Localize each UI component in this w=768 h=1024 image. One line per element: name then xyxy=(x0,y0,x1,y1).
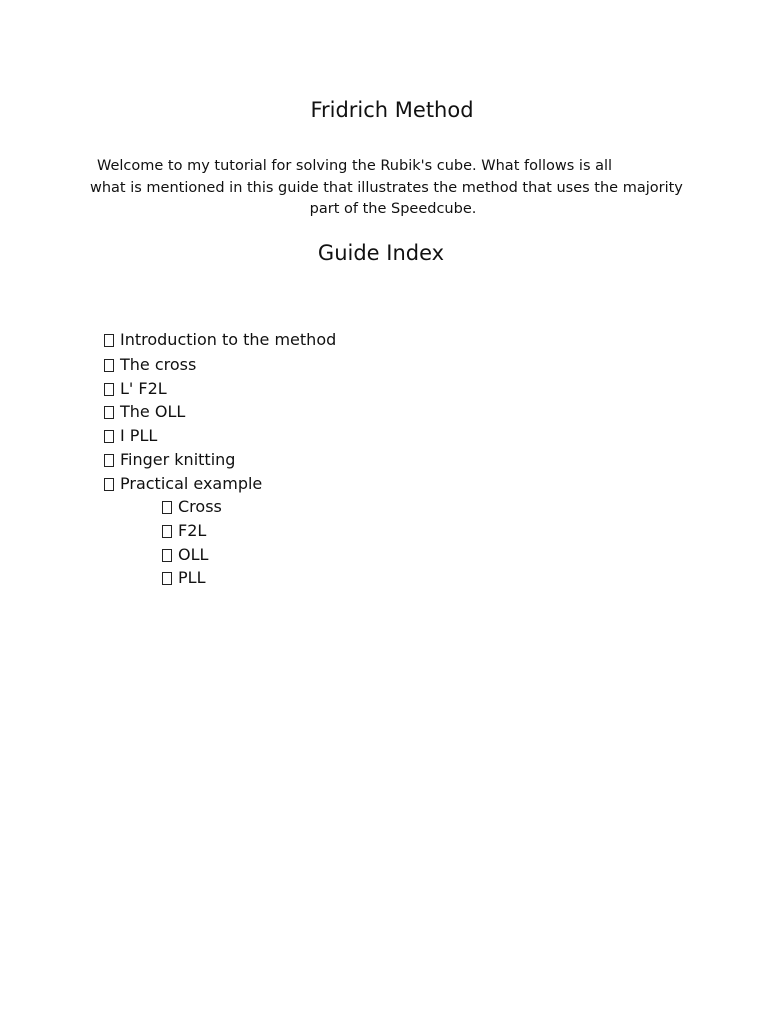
toc-subitem-cross xyxy=(162,496,222,518)
toc-subitem-f2l xyxy=(162,520,206,542)
toc-subitem-label: Cross xyxy=(178,497,222,516)
toc-subitem-oll xyxy=(162,544,208,566)
toc-item-label: The OLL xyxy=(120,402,186,421)
intro-line-1: Welcome to my tutorial for solving the Rubik's cube. What follows is all xyxy=(97,158,613,174)
checkbox-glyph-icon xyxy=(162,549,172,562)
document-title: Fridrich Method xyxy=(310,98,474,122)
toc-item-label: The cross xyxy=(120,355,197,374)
toc-item-introduction xyxy=(104,329,336,351)
toc-item-oll xyxy=(104,401,185,423)
checkbox-glyph-icon xyxy=(104,383,114,396)
toc-item-label: Finger knitting xyxy=(120,450,236,469)
toc-item-pll xyxy=(104,425,157,447)
intro-line-3: part of the Speedcube. xyxy=(309,201,477,217)
checkbox-glyph-icon xyxy=(104,430,114,443)
toc-item-label: I PLL xyxy=(120,426,158,445)
toc-subitem-pll xyxy=(162,567,205,589)
toc-item-label: Introduction to the method xyxy=(120,330,337,349)
toc-item-label: Practical example xyxy=(120,474,263,493)
checkbox-glyph-icon xyxy=(104,359,114,372)
checkbox-glyph-icon xyxy=(162,572,172,585)
toc-subitem-label: F2L xyxy=(178,521,207,540)
toc-subitem-label: OLL xyxy=(178,545,209,564)
toc-item-label: L' F2L xyxy=(120,379,167,398)
checkbox-glyph-icon xyxy=(162,501,172,514)
index-title: Guide Index xyxy=(317,241,445,265)
toc-subitem-label: PLL xyxy=(178,568,206,587)
toc-item-f2l xyxy=(104,378,167,400)
checkbox-glyph-icon xyxy=(104,478,114,491)
toc-item-the-cross xyxy=(104,354,196,376)
checkbox-glyph-icon xyxy=(104,406,114,419)
intro-line-2: what is mentioned in this guide that illustrates the method that uses the majority xyxy=(90,180,683,196)
toc-item-finger-knitting xyxy=(104,449,235,471)
checkbox-glyph-icon xyxy=(104,334,114,347)
toc-item-practical-example xyxy=(104,473,262,495)
checkbox-glyph-icon xyxy=(162,525,172,538)
checkbox-glyph-icon xyxy=(104,454,114,467)
